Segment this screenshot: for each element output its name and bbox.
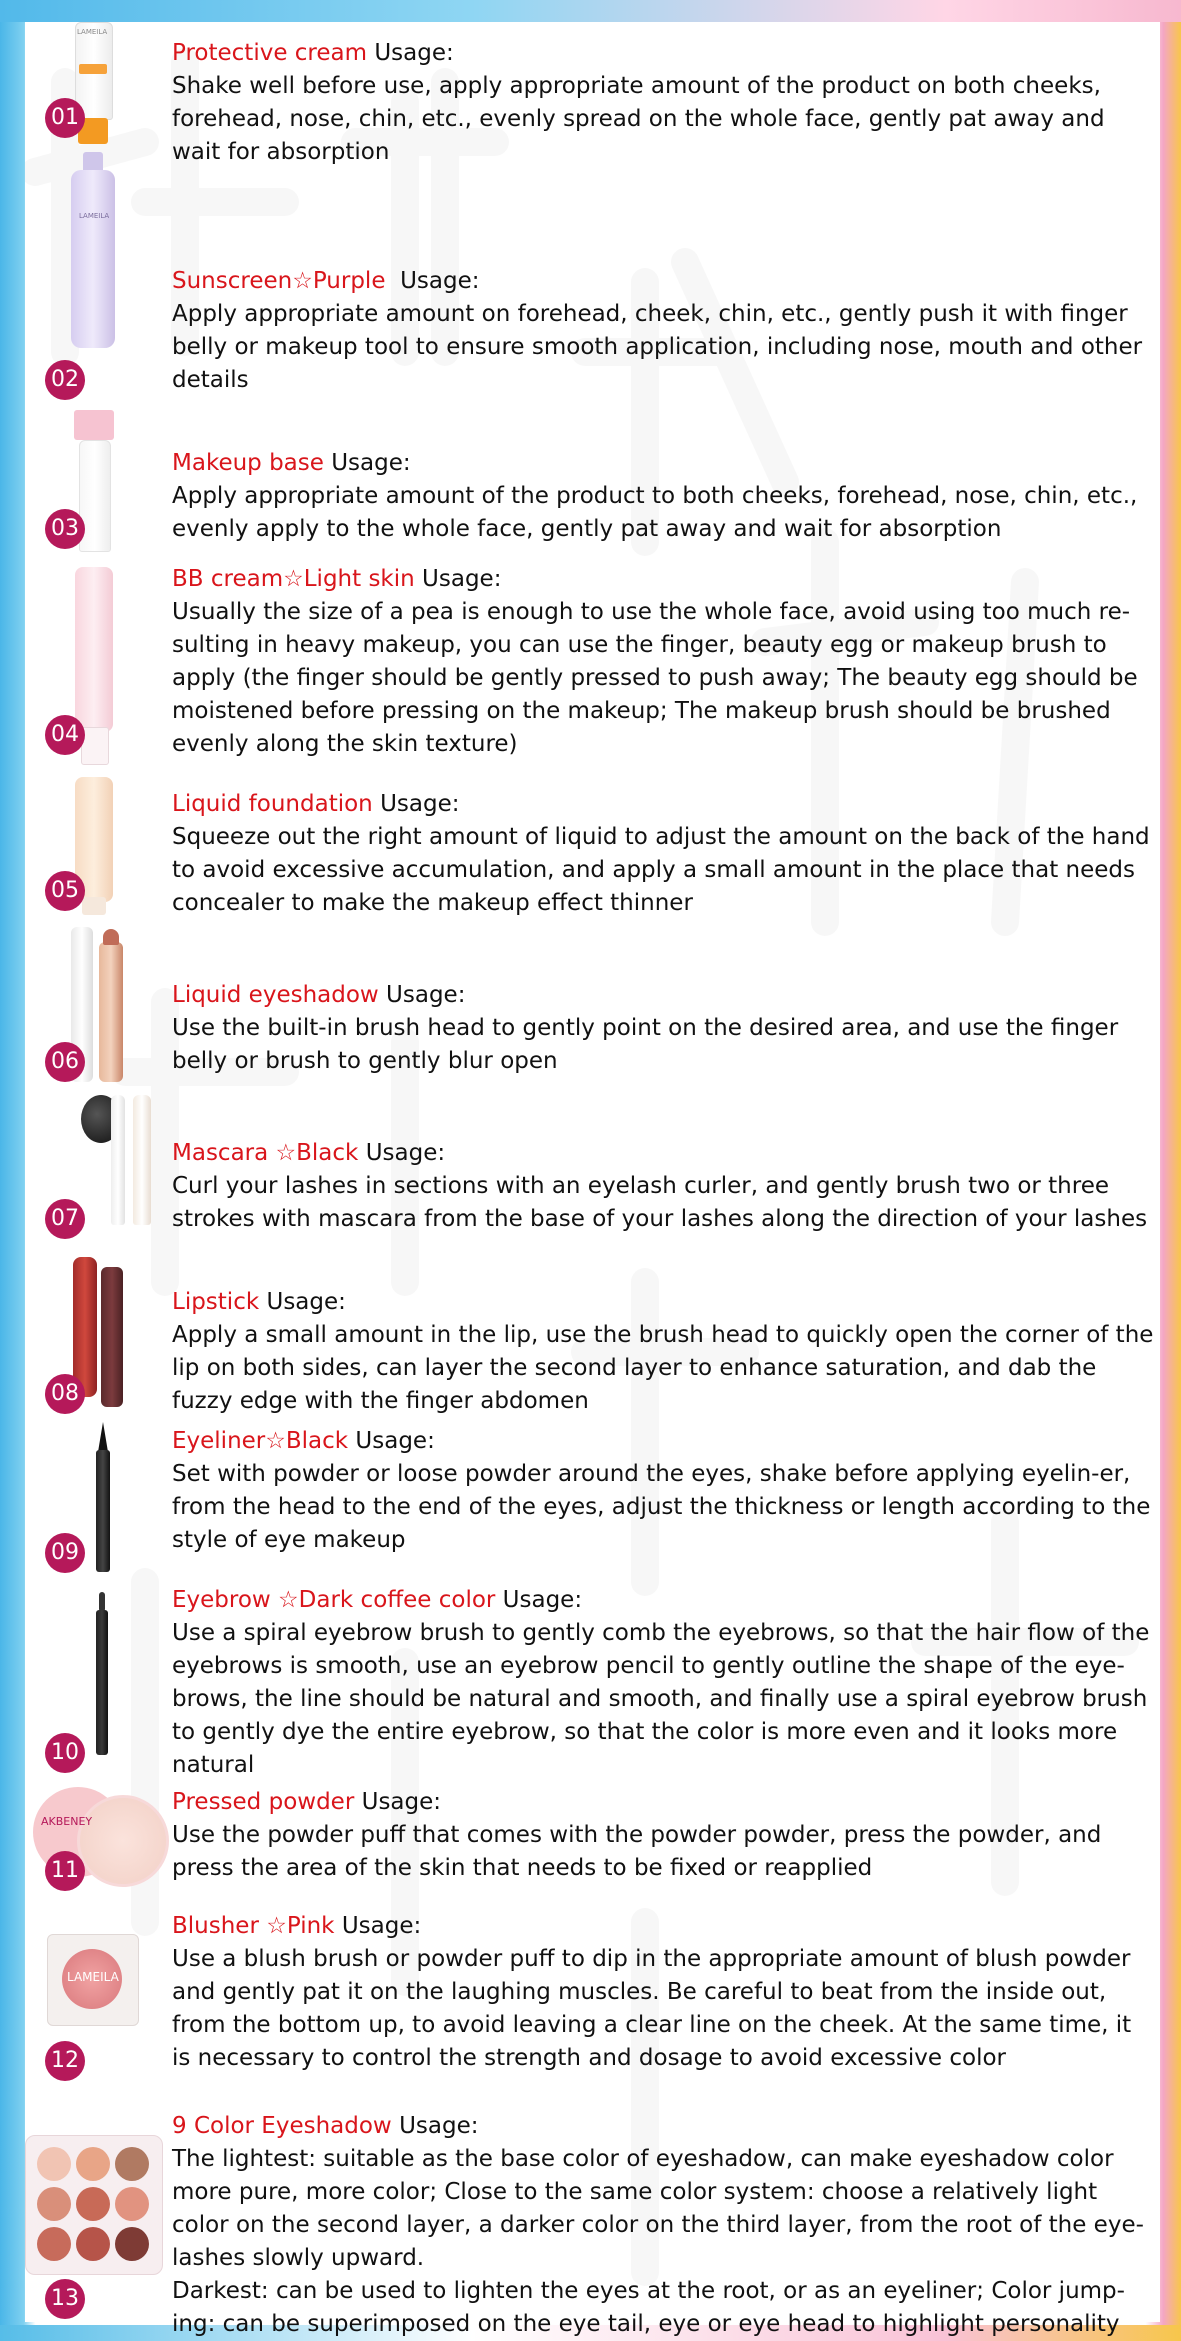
top-gradient-border (0, 0, 1181, 22)
step-number: 09 (45, 1533, 85, 1573)
item-text (172, 1786, 1154, 1885)
usage-item-08 (25, 1237, 1160, 1422)
mascara-image (81, 1095, 171, 1235)
item-text (172, 37, 1154, 169)
item-description-2: Darkest: can be used to lighten the eyes at the root, or as an eyeliner; Color jump-ing: can be superimposed on the eye tail, eye or eye head to highlight personality (172, 2278, 1125, 2337)
usage-item-06 (25, 927, 1160, 1087)
usage-label: Usage: (386, 982, 466, 1008)
item-text (172, 563, 1154, 761)
usage-label: Usage: (374, 40, 454, 66)
usage-item-12 (25, 1912, 1160, 2127)
item-title: Lipstick (172, 1289, 260, 1315)
blusher-image (47, 1934, 137, 2024)
item-description: Squeeze out the right amount of liquid to adjust the amount on the back of the hand to avoid excessive accumulation, and apply a small amount in the place that needs concealer to make the makeup effect thinner (172, 824, 1150, 916)
usage-item-13 (25, 2097, 1160, 2337)
usage-label: Usage: (361, 1789, 442, 1815)
usage-item-02 (25, 152, 1160, 402)
item-description: Shake well before use, apply appropriate amount of the product on both cheeks, forehead, nose, chin, etc., evenly spread on the whole face, gently pat away and wait for absorption (172, 73, 1105, 165)
item-title: Blusher ☆Pink (172, 1913, 335, 1939)
item-text (172, 447, 1154, 546)
item-text (172, 1425, 1154, 1557)
eyeliner-image (85, 1422, 125, 1572)
item-text (172, 979, 1154, 1078)
item-description: Use the powder puff that comes with the powder powder, press the powder, and press the area of the skin that needs to be fixed or reapplied (172, 1822, 1102, 1881)
eyeshadow-palette-image (25, 2135, 161, 2273)
item-title: Mascara ☆Black (172, 1140, 359, 1166)
item-title: Makeup base (172, 450, 324, 476)
item-title: Protective cream (172, 40, 368, 66)
step-number: 06 (45, 1042, 85, 1082)
usage-label: Usage: (365, 1140, 446, 1166)
item-title: 9 Color Eyeshadow (172, 2113, 392, 2139)
item-title: BB cream☆Light skin (172, 566, 415, 592)
usage-item-11 (25, 1787, 1160, 1912)
item-text (172, 788, 1154, 920)
usage-item-04 (25, 557, 1160, 777)
step-number: 01 (45, 98, 85, 138)
usage-label: Usage: (399, 2113, 479, 2139)
product-label: AKBENEY (41, 1815, 93, 1828)
item-text (172, 1286, 1154, 1418)
item-title: Eyebrow ☆Dark coffee color (172, 1587, 496, 1613)
step-number: 07 (45, 1199, 85, 1239)
item-description: Use a spiral eyebrow brush to gently comb the eyebrows, so that the hair flow of the eyebrows is smooth, use an eyebrow pencil to gently outline the shape of the eye-brows, the line should be natural and smooth, and finally use a spiral eyebrow brush to gently dye the entire eyebrow, so that the color is more even and it looks more natural (172, 1620, 1150, 1778)
item-title: Sunscreen☆Purple (172, 268, 386, 294)
step-number: 02 (45, 360, 85, 400)
item-description: Apply a small amount in the lip, use the brush head to quickly open the corner of the lip on both sides, can layer the second layer to enhance saturation, and dab the fuzzy edge with the finger abdomen (172, 1322, 1154, 1414)
product-label: LAMEILA (77, 28, 108, 36)
item-text (172, 1137, 1154, 1236)
item-description: Use the built-in brush head to gently point on the desired area, and use the finger belly or brush to gently blur open (172, 1015, 1119, 1074)
item-description: Use a blush brush or powder puff to dip in the appropriate amount of blush powder and gently pat it on the laughing muscles. Be careful to beat from the inside out, from the bottom up, to avoid leaving a clear line on the cheek. At the same time, it is necessary to control the strength and dosage to avoid excessive color (172, 1946, 1132, 2071)
item-text (172, 265, 1154, 397)
usage-label: Usage: (341, 1913, 422, 1939)
item-description: Set with powder or loose powder around the eyes, shake before applying eyelin-er, from the head to the end of the eyes, adjust the thickness or length according to the style of eye makeup (172, 1461, 1151, 1553)
usage-label: Usage: (380, 791, 460, 817)
usage-item-07 (25, 1087, 1160, 1237)
usage-label: Usage: (400, 268, 480, 294)
usage-item-01 (25, 22, 1160, 165)
step-number: 11 (45, 1851, 85, 1891)
item-title: Eyeliner☆Black (172, 1428, 349, 1454)
product-label: LAMEILA (67, 1970, 119, 1984)
item-description: Curl your lashes in sections with an eyelash curler, and gently brush two or three strokes with mascara from the base of your lashes along the direction of your lashes (172, 1173, 1148, 1232)
usage-item-05 (25, 777, 1160, 927)
usage-item-09 (25, 1422, 1160, 1587)
usage-sheet (25, 22, 1160, 2337)
item-description: Usually the size of a pea is enough to use the whole face, avoid using too much re-sulting in heavy makeup, you can use the finger, beauty egg or makeup brush to apply (the finger should be gently pressed to push away; The beauty egg should be moistened before pressing on the makeup; The makeup brush should be brushed evenly along the skin texture) (172, 599, 1138, 757)
usage-label: Usage: (266, 1289, 346, 1315)
step-number: 13 (45, 2279, 85, 2319)
item-text (172, 1584, 1154, 1782)
item-text (172, 1910, 1154, 2075)
step-number: 10 (45, 1733, 85, 1773)
usage-label: Usage: (331, 450, 411, 476)
step-number: 12 (45, 2041, 85, 2081)
step-number: 05 (45, 871, 85, 911)
item-title: Pressed powder (172, 1789, 355, 1815)
sunscreen-purple-image (65, 152, 121, 357)
eyebrow-pencil-image (91, 1592, 131, 1757)
usage-label: Usage: (422, 566, 502, 592)
item-description: Apply appropriate amount of the product to both cheeks, forehead, nose, chin, etc., evenly apply to the whole face, gently pat away and wait for absorption (172, 483, 1138, 542)
step-number: 04 (45, 715, 85, 755)
usage-item-10 (25, 1587, 1160, 1787)
item-description: Apply appropriate amount on forehead, cheek, chin, etc., gently push it with finger belly or makeup tool to ensure smooth application, including nose, mouth and other details (172, 301, 1143, 393)
usage-label: Usage: (355, 1428, 435, 1454)
step-number: 03 (45, 509, 85, 549)
item-title: Liquid eyeshadow (172, 982, 379, 1008)
item-text (172, 2110, 1154, 2341)
item-description: The lightest: suitable as the base color of eyeshadow, can make eyeshadow color more pure, more color; Close to the same color system: choose a relatively light color on the second layer, a darker color on the third layer, from the root of the eye-lashes slowly upward. (172, 2146, 1144, 2271)
step-number: 08 (45, 1374, 85, 1414)
product-label: LAMEILA (79, 212, 110, 220)
item-title: Liquid foundation (172, 791, 373, 817)
usage-item-03 (25, 402, 1160, 557)
usage-label: Usage: (502, 1587, 583, 1613)
